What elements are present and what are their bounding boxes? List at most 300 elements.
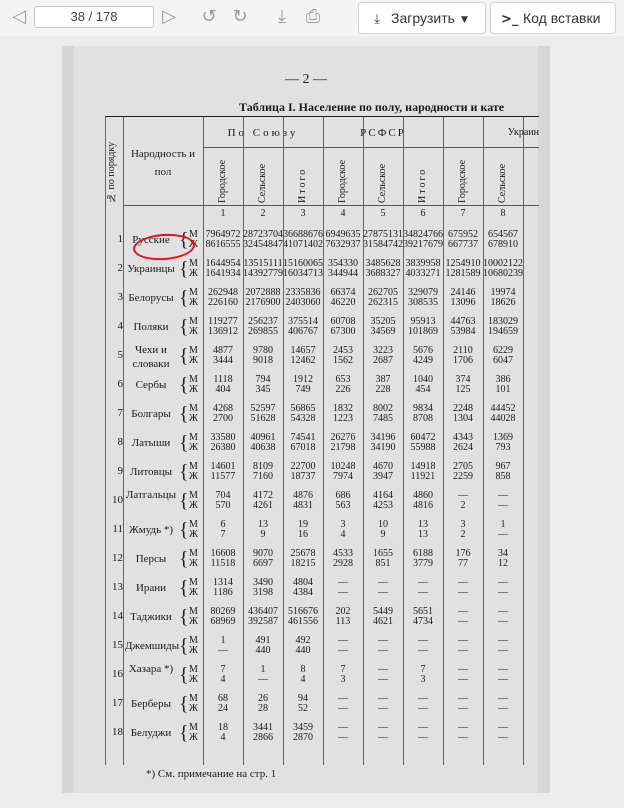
row-index-header: № по порядку	[106, 141, 117, 203]
document-viewport[interactable]	[62, 46, 550, 793]
sex-label-female: Ж	[189, 355, 198, 366]
table-cell: 5651	[413, 606, 433, 617]
table-cell: 3485628	[365, 258, 401, 269]
table-cell: 4164	[373, 490, 393, 501]
sex-label-female: Ж	[189, 674, 198, 685]
table-cell: 1314	[213, 577, 233, 588]
table-cell: 1655	[373, 548, 393, 559]
row-index: 4	[117, 320, 123, 332]
table-cell: 794	[255, 374, 271, 385]
table-cell: —	[458, 490, 468, 501]
sex-label-male: М	[189, 374, 198, 385]
table-cell: 4670	[373, 461, 393, 472]
table-cell: 492	[295, 635, 311, 646]
table-cell: 3	[460, 519, 466, 530]
table-cell: 9	[380, 529, 386, 540]
table-cell: —	[338, 635, 348, 646]
brace: {	[179, 316, 189, 338]
table-cell: 686	[335, 490, 351, 501]
table-cell: 34190	[370, 442, 396, 453]
table-cell: 7160	[253, 471, 273, 482]
row-index: 10	[112, 494, 123, 506]
table-cell: 6188	[413, 548, 433, 559]
table-cell: 8708	[413, 413, 433, 424]
table-cell: 66374	[330, 287, 356, 298]
table-cell: 18737	[290, 471, 316, 482]
table-cell: 704	[215, 490, 231, 501]
table-cell: 6697	[253, 558, 273, 569]
table-cell: 13515111	[243, 258, 283, 269]
table-cell: —	[338, 645, 348, 656]
nationality-name: Украинцы	[127, 263, 175, 275]
row-index: 16	[112, 668, 123, 680]
table-cell: —	[378, 664, 388, 675]
table-cell: 2700	[213, 413, 233, 424]
table-cell: 55988	[410, 442, 436, 453]
table-cell: 4804	[293, 577, 313, 588]
sex-label-male: М	[189, 461, 198, 472]
table-cell: —	[378, 645, 388, 656]
table-cell: 3947	[373, 471, 393, 482]
table-cell: 24	[218, 703, 228, 714]
chevron-right-icon[interactable]: ▷	[162, 6, 176, 27]
column-header: Городское	[457, 159, 468, 203]
table-cell: 12462	[290, 355, 316, 366]
table-cell: 4533	[333, 548, 353, 559]
population-table	[105, 116, 539, 764]
sex-label-male: М	[189, 664, 198, 675]
table-cell: 22700	[290, 461, 316, 472]
table-cell: 54328	[290, 413, 316, 424]
table-cell: —	[338, 693, 348, 704]
table-cell: 8002	[373, 403, 393, 414]
table-cell: —	[338, 577, 348, 588]
table-cell: 345	[255, 384, 271, 395]
nationality-name: Джемшиды	[125, 640, 180, 652]
column-header: Городское	[217, 159, 228, 203]
table-cell: 4268	[213, 403, 233, 414]
table-cell: 4621	[373, 616, 393, 627]
table-cell: —	[458, 635, 468, 646]
table-cell: —	[418, 635, 428, 646]
table-cell: —	[338, 587, 348, 598]
table-cell: 1	[220, 635, 226, 646]
table-cell: —	[418, 722, 428, 733]
table-cell: 3490	[253, 577, 273, 588]
table-cell: 4734	[413, 616, 433, 627]
table-cell: 1641934	[205, 268, 241, 279]
table-cell: 793	[495, 442, 511, 453]
table-cell: 3441	[253, 722, 273, 733]
scanned-page	[74, 46, 538, 793]
table-cell: 202	[335, 606, 351, 617]
table-cell: 101	[495, 384, 511, 395]
sex-label-male: М	[189, 316, 198, 327]
table-cell: 491	[255, 635, 271, 646]
table-cell: 1223	[333, 413, 353, 424]
table-cell: 1304	[453, 413, 473, 424]
table-cell: 18215	[290, 558, 316, 569]
sex-label-male: М	[189, 403, 198, 414]
column-number: 5	[380, 208, 386, 219]
table-cell: 2259	[453, 471, 473, 482]
table-cell: 3198	[253, 587, 273, 598]
sex-label-male: М	[189, 577, 198, 588]
table-cell: 3	[340, 674, 346, 685]
table-cell: 19	[298, 519, 308, 530]
table-cell: 44452	[490, 403, 516, 414]
table-cell: 113	[335, 616, 351, 627]
table-cell: 2705	[453, 461, 473, 472]
sex-label-male: М	[189, 229, 198, 240]
brace: {	[179, 229, 189, 251]
table-cell: 183029	[488, 316, 518, 327]
brace: {	[179, 664, 189, 686]
brace: {	[179, 519, 189, 541]
table-cell: 52	[298, 703, 308, 714]
nationality-name: Сербы	[135, 379, 167, 391]
brace: {	[179, 693, 189, 715]
group-header-rsfsr: РСФСР	[360, 127, 406, 139]
table-cell: 2403060	[285, 297, 321, 308]
table-cell: 1644954	[205, 258, 241, 269]
table-cell: 4	[220, 674, 226, 685]
sex-label-female: Ж	[189, 384, 198, 395]
footnote: *) См. примечание на стр. 1	[146, 768, 277, 780]
table-cell: 16	[298, 529, 308, 540]
table-cell: —	[498, 722, 508, 733]
table-cell: 4860	[413, 490, 433, 501]
row-index: 12	[112, 552, 123, 564]
table-cell: 1	[500, 519, 506, 530]
table-cell: 44763	[450, 316, 476, 327]
chevron-left-icon[interactable]: ◁	[12, 6, 26, 27]
table-cell: 8616555	[205, 239, 241, 250]
sex-label-male: М	[189, 519, 198, 530]
table-cell: 461556	[288, 616, 318, 627]
table-cell: 5676	[413, 345, 433, 356]
table-cell: —	[458, 606, 468, 617]
table-cell: 228	[375, 384, 391, 395]
table-cell: 51628	[250, 413, 276, 424]
brace: {	[179, 490, 189, 512]
table-cell: —	[378, 577, 388, 588]
table-cell: 3	[340, 519, 346, 530]
brace: {	[179, 577, 189, 599]
brace: {	[179, 461, 189, 483]
table-cell: —	[378, 674, 388, 685]
table-cell: 19974	[490, 287, 516, 298]
table-cell: 4877	[213, 345, 233, 356]
table-cell: 14918	[410, 461, 436, 472]
table-cell: 11518	[210, 558, 236, 569]
table-cell: 1912	[293, 374, 313, 385]
table-cell: 516676	[288, 606, 318, 617]
table-cell: 440	[295, 645, 311, 656]
column-number: 6	[420, 208, 426, 219]
table-cell: 654567	[488, 229, 518, 240]
table-cell: 4	[300, 674, 306, 685]
nationality-name: Белорусы	[128, 292, 174, 304]
page-number: — 2 —	[285, 72, 327, 87]
row-index: 6	[117, 378, 123, 390]
table-cell: 7974	[333, 471, 353, 482]
table-cell: 13	[418, 529, 428, 540]
row-index: 15	[112, 639, 123, 651]
table-cell: 28723704	[243, 229, 283, 240]
table-cell: 354330	[328, 258, 358, 269]
table-cell: 39217679	[403, 239, 443, 250]
row-index: 13	[112, 581, 123, 593]
table-cell: —	[418, 645, 428, 656]
table-cell: 226160	[208, 297, 238, 308]
download-button[interactable]: ⤓ Загрузить ▼	[358, 2, 486, 34]
table-cell: 436407	[248, 606, 278, 617]
table-cell: 7	[220, 664, 226, 675]
table-cell: 8	[300, 664, 306, 675]
table-cell: 16608	[210, 548, 236, 559]
table-cell: —	[498, 674, 508, 685]
table-cell: 6047	[493, 355, 513, 366]
table-cell: —	[458, 674, 468, 685]
table-cell: 34	[498, 548, 508, 559]
table-cell: —	[458, 693, 468, 704]
table-cell: —	[258, 674, 268, 685]
table-cell: 32454847	[243, 239, 283, 250]
table-cell: —	[498, 529, 508, 540]
table-cell: 570	[215, 500, 231, 511]
nationality-header: Народность и пол	[130, 148, 196, 178]
table-cell: 7964972	[205, 229, 241, 240]
rotate-left-icon[interactable]: ↺	[201, 6, 217, 27]
sex-label-female: Ж	[189, 297, 198, 308]
table-cell: 454	[415, 384, 431, 395]
table-cell: 262948	[208, 287, 238, 298]
table-cell: 967	[495, 461, 511, 472]
sex-label-female: Ж	[189, 268, 198, 279]
table-cell: 10	[378, 519, 388, 530]
terminal-icon: >_	[501, 12, 519, 27]
brace: {	[179, 548, 189, 570]
table-cell: 7632937	[325, 239, 361, 250]
table-cell: 11577	[210, 471, 236, 482]
table-cell: 7	[340, 664, 346, 675]
caret-down-icon: ▼	[460, 15, 468, 25]
table-cell: 1281589	[445, 268, 481, 279]
table-cell: —	[378, 587, 388, 598]
table-cell: —	[378, 693, 388, 704]
column-header: Сельское	[497, 163, 508, 203]
table-cell: —	[458, 664, 468, 675]
table-cell: 74541	[290, 432, 316, 443]
sex-label-male: М	[189, 432, 198, 443]
table-cell: —	[338, 732, 348, 743]
table-cell: 8109	[253, 461, 273, 472]
row-index: 18	[112, 726, 123, 738]
print-icon[interactable]: ⎙	[305, 6, 321, 27]
table-cell: 404	[215, 384, 231, 395]
table-cell: 4249	[413, 355, 433, 366]
nationality-name: Болгары	[131, 408, 171, 420]
sex-label-male: М	[189, 490, 198, 501]
table-cell: —	[498, 645, 508, 656]
sex-label-female: Ж	[189, 732, 198, 743]
sex-label-male: М	[189, 258, 198, 269]
table-cell: 7	[420, 664, 426, 675]
table-cell: 34196	[370, 432, 396, 443]
table-cell: 25678	[290, 548, 316, 559]
table-title: Таблица I. Население по полу, народности и кате	[239, 100, 505, 114]
nationality-name: Берберы	[131, 698, 171, 710]
table-cell: —	[458, 722, 468, 733]
nationality-name: Белуджи	[130, 727, 172, 739]
table-cell: 194659	[488, 326, 518, 337]
download-icon: ⤓	[374, 12, 380, 27]
table-cell: 678910	[488, 239, 518, 250]
table-cell: 2	[460, 529, 466, 540]
table-cell: 7	[220, 529, 226, 540]
table-cell: 13	[258, 519, 268, 530]
table-cell: 3779	[413, 558, 433, 569]
table-cell: —	[498, 732, 508, 743]
table-cell: —	[458, 577, 468, 588]
table-cell: 41071402	[283, 239, 323, 250]
table-cell: 2453	[333, 345, 353, 356]
column-number: 3	[300, 208, 306, 219]
sex-label-female: Ж	[189, 616, 198, 627]
row-index: 14	[112, 610, 123, 622]
sex-label-female: Ж	[189, 529, 198, 540]
table-cell: —	[498, 703, 508, 714]
table-cell: 9070	[253, 548, 273, 559]
table-cell: 46220	[330, 297, 356, 308]
table-cell: 35205	[370, 316, 396, 327]
table-cell: —	[458, 616, 468, 627]
table-cell: 36688676	[283, 229, 323, 240]
table-cell: 53984	[450, 326, 476, 337]
table-cell: —	[378, 635, 388, 646]
brace: {	[179, 432, 189, 454]
row-index: 11	[112, 523, 123, 535]
rotate-right-icon[interactable]: ↻	[232, 6, 248, 27]
row-index: 8	[117, 436, 123, 448]
table-rule	[203, 147, 539, 148]
table-rule	[123, 117, 124, 765]
table-cell: 851	[375, 558, 391, 569]
table-cell: —	[498, 587, 508, 598]
table-cell: —	[338, 703, 348, 714]
table-cell: 667737	[448, 239, 478, 250]
brace: {	[179, 345, 189, 367]
table-cell: 386	[495, 374, 511, 385]
table-cell: 18626	[490, 297, 516, 308]
table-cell: 14392779	[243, 268, 283, 279]
table-cell: 15160065	[283, 258, 323, 269]
table-cell: 2866	[253, 732, 273, 743]
table-cell: 2176900	[245, 297, 281, 308]
table-cell: —	[418, 703, 428, 714]
table-cell: 2335836	[285, 287, 321, 298]
table-cell: 675952	[448, 229, 478, 240]
table-cell: 56865	[290, 403, 316, 414]
table-cell: 3223	[373, 345, 393, 356]
table-cell: 26276	[330, 432, 356, 443]
table-cell: 1	[260, 664, 266, 675]
sex-label-male: М	[189, 287, 198, 298]
column-header: Городское	[337, 159, 348, 203]
table-cell: 2624	[453, 442, 473, 453]
nationality-name: Поляки	[133, 321, 169, 333]
table-cell: 2928	[333, 558, 353, 569]
table-cell: 77	[458, 558, 468, 569]
column-header: Итого	[417, 167, 428, 203]
table-cell: 80269	[210, 606, 236, 617]
sex-label-male: М	[189, 722, 198, 733]
table-cell: —	[498, 616, 508, 627]
nationality-name: Таджики	[130, 611, 172, 623]
column-number: 1	[220, 208, 226, 219]
column-number: 4	[340, 208, 346, 219]
table-cell: 40961	[250, 432, 276, 443]
sex-label-female: Ж	[189, 239, 198, 250]
table-cell: 2870	[293, 732, 313, 743]
table-cell: 3839958	[405, 258, 441, 269]
column-number: 2	[260, 208, 266, 219]
table-cell: 18	[218, 722, 228, 733]
table-cell: —	[458, 732, 468, 743]
row-index: 2	[117, 262, 123, 274]
table-cell: 10248	[330, 461, 356, 472]
table-cell: 329079	[408, 287, 438, 298]
table-cell: 375514	[288, 316, 318, 327]
table-cell: —	[218, 645, 228, 656]
table-cell: 653	[335, 374, 351, 385]
sex-label-female: Ж	[189, 500, 198, 511]
table-cell: 392587	[248, 616, 278, 627]
table-cell: 406767	[288, 326, 318, 337]
table-cell: 9780	[253, 345, 273, 356]
table-cell: 749	[295, 384, 311, 395]
brace: {	[179, 287, 189, 309]
table-cell: 60472	[410, 432, 436, 443]
table-cell: —	[498, 693, 508, 704]
nationality-name: Жмудь *)	[128, 524, 174, 536]
table-cell: 26380	[210, 442, 236, 453]
table-cell: 374	[455, 374, 471, 385]
table-cell: 40638	[250, 442, 276, 453]
table-cell: 26	[258, 693, 268, 704]
table-cell: 9018	[253, 355, 273, 366]
table-cell: 3459	[293, 722, 313, 733]
save-icon[interactable]: ⤓	[278, 6, 286, 27]
table-cell: 226	[335, 384, 351, 395]
nationality-name: Латыши	[131, 437, 171, 449]
page-number-field[interactable]: 38 / 178	[34, 6, 154, 28]
nationality-name: Чехи и словаки	[132, 344, 170, 370]
table-cell: —	[378, 722, 388, 733]
table-cell: 1040	[413, 374, 433, 385]
sex-label-female: Ж	[189, 413, 198, 424]
table-cell: 1369	[493, 432, 513, 443]
table-cell: 1254910	[445, 258, 481, 269]
embed-code-button[interactable]: >_ Код вставки	[490, 2, 616, 34]
table-cell: —	[498, 635, 508, 646]
sex-label-female: Ж	[189, 326, 198, 337]
table-cell: 4876	[293, 490, 313, 501]
table-cell: —	[418, 732, 428, 743]
table-cell: —	[378, 732, 388, 743]
table-cell: 67300	[330, 326, 356, 337]
